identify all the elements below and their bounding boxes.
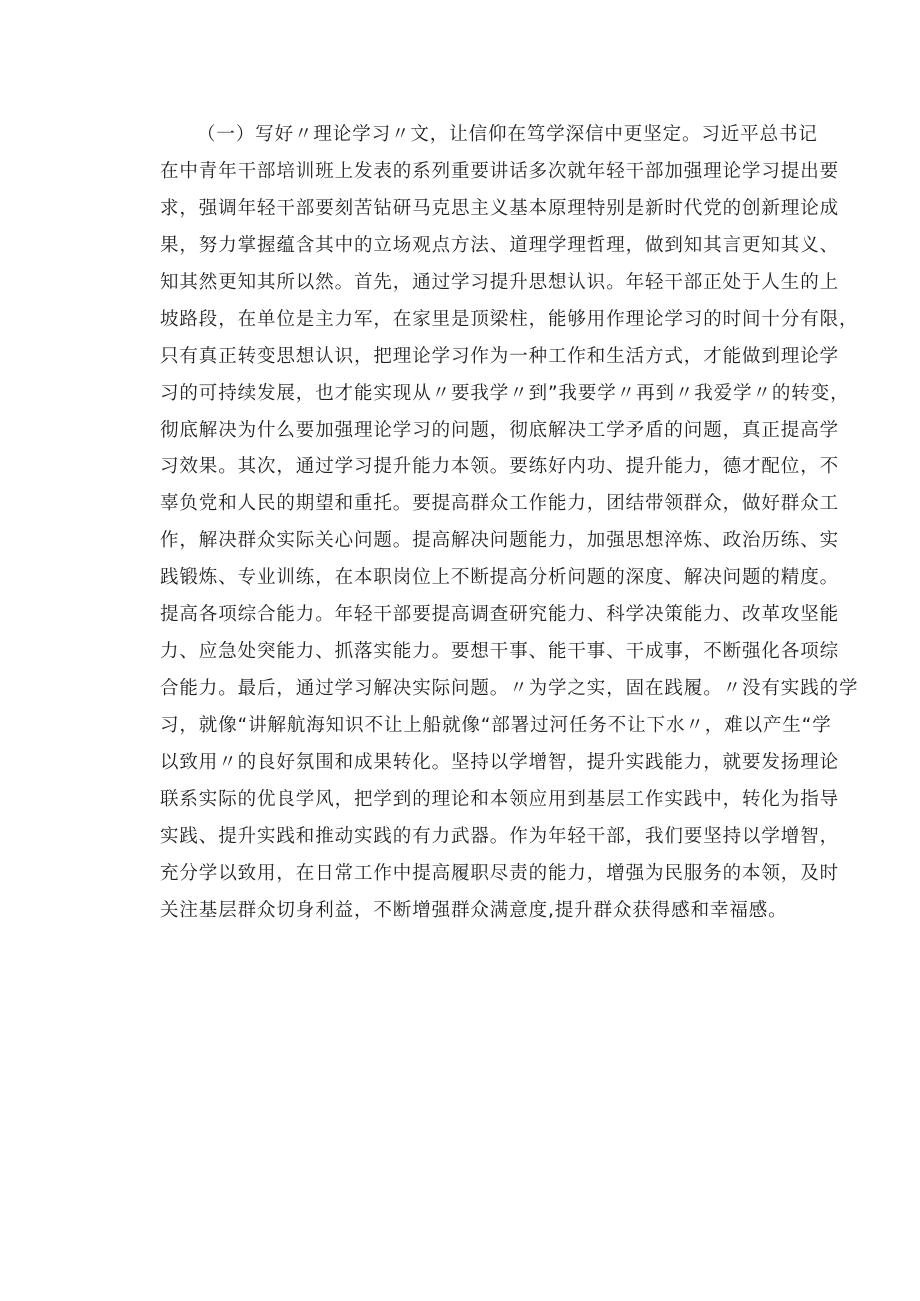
paragraph-line: 践锻炼、专业训练，在本职岗位上不断提高分析问题的深度、解决问题的精度。 — [160, 567, 840, 589]
paragraph-line: 在中青年干部培训班上发表的系列重要讲话多次就年轻干部加强理论学习提出要 — [160, 160, 840, 182]
paragraph-line: 联系实际的优良学风，把学到的理论和本领应用到基层工作实践中，转化为指导 — [160, 788, 840, 810]
paragraph-line: 力、应急处突能力、抓落实能力。要想干事、能干事、干成事，不断强化各项综 — [160, 641, 840, 663]
paragraph-line: 实践、提升实践和推动实践的有力武器。作为年轻干部，我们要坚持以学增智， — [160, 825, 840, 847]
paragraph-line: 习效果。其次，通过学习提升能力本领。要练好内功、提升能力，德才配位，不 — [160, 456, 840, 478]
paragraph-line: 充分学以致用，在日常工作中提高履职尽责的能力，增强为民服务的本领，及时 — [160, 862, 840, 884]
paragraph-line: 求，强调年轻干部要刻苦钻研马克思主义基本原理特别是新时代党的创新理论成 — [160, 197, 840, 219]
paragraph-line: 关注基层群众切身利益，不断增强群众满意度,提升群众获得感和幸福感。 — [160, 899, 788, 921]
paragraph-line: 以致用〃的良好氛围和成果转化。坚持以学增智，提升实践能力，就要发扬理论 — [160, 751, 840, 773]
paragraph-line: 习，就像“讲解航海知识不让上船就像“部署过河任务不让下水〃，难以产生“学 — [160, 715, 832, 736]
paragraph-line: 合能力。最后，通过学习解决实际问题。〃为学之实，固在践履。〃没有实践的学 — [160, 678, 859, 700]
paragraph-line: 辜负党和人民的期望和重托。要提高群众工作能力，团结带领群众，做好群众工 — [160, 493, 840, 515]
paragraph-line: 提高各项综合能力。年轻干部要提高调查研究能力、科学决策能力、改革攻坚能 — [160, 604, 840, 626]
paragraph-line: 彻底解决为什么要加强理论学习的问题，彻底解决工学矛盾的问题，真正提高学 — [160, 419, 840, 441]
paragraph-line: 只有真正转变思想认识，把理论学习作为一种工作和生活方式，才能做到理论学 — [160, 345, 840, 367]
paragraph-line: 作，解决群众实际关心问题。提高解决问题能力，加强思想淬炼、政治历练、实 — [160, 530, 840, 552]
paragraph-line: 习的可持续发展，也才能实现从〃要我学〃到”我要学〃再到〃我爱学〃的转变， — [160, 382, 850, 404]
paragraph-line: 知其然更知其所以然。首先，通过学习提升思想认识。年轻干部正处于人生的上 — [160, 271, 840, 293]
body-paragraph — [160, 117, 859, 930]
paragraph-line: 坡路段，在单位是主力军，在家里是顶梁柱，能够用作理论学习的时间十分有限， — [160, 308, 859, 330]
paragraph-line: 果，努力掌握蕴含其中的立场观点方法、道理学理哲理，做到知其言更知其义、 — [160, 234, 840, 256]
paragraph-line: （一）写好〃理论学习〃文，让信仰在笃学深信中更坚定。习近平总书记 — [197, 124, 818, 145]
